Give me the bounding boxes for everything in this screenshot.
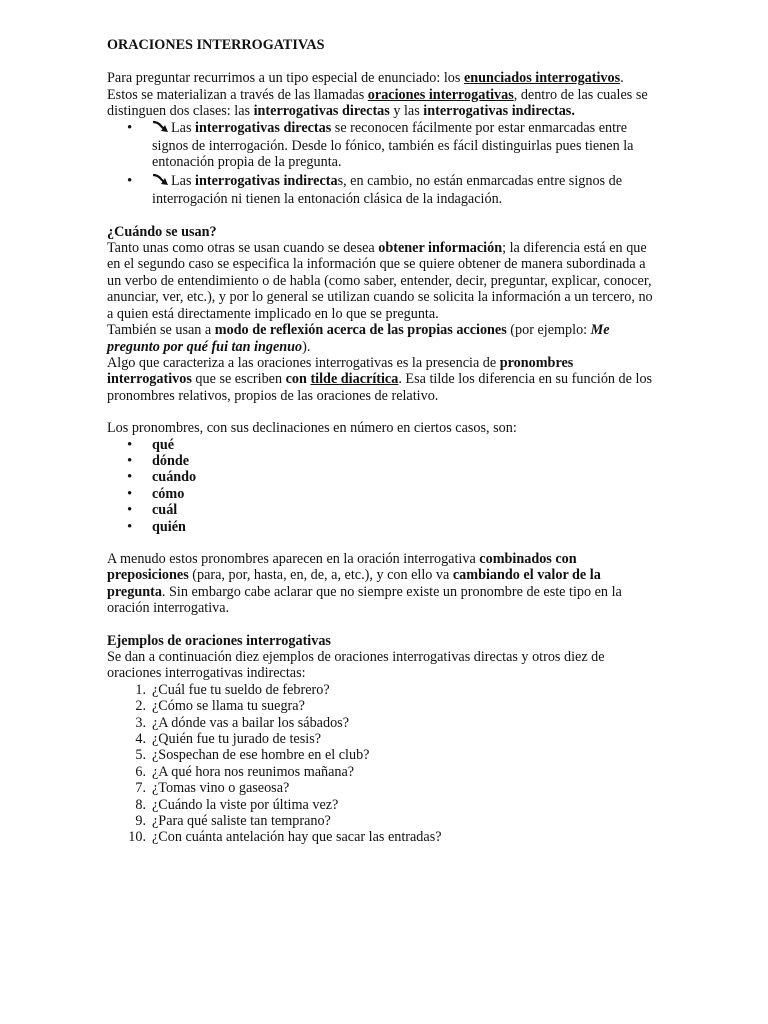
combined-paragraph bbox=[107, 551, 655, 617]
term-indirectas: interrogativas indirectas. bbox=[423, 103, 575, 120]
item-text: ¿A dónde vas a bailar los sábados? bbox=[152, 714, 349, 731]
type-term: interrogativas directas bbox=[195, 119, 332, 136]
item-text: ¿Cuándo la viste por última vez? bbox=[152, 796, 339, 813]
examples-list bbox=[107, 682, 655, 846]
item-number: 9. bbox=[135, 813, 146, 830]
usage-paragraph-2 bbox=[107, 322, 655, 355]
item-number: 8. bbox=[135, 796, 146, 813]
list-item bbox=[135, 731, 655, 748]
type-text: se reconocen fácilmente por estar enmarcadas entre signos de interrogación. Desde lo fónico, también es fácil distinguirlas pues tienen la entonación propia de la pregunta. bbox=[152, 119, 634, 171]
document-body bbox=[107, 37, 655, 846]
pronoun: quién bbox=[152, 518, 186, 535]
usage-term: obtener información bbox=[378, 240, 503, 257]
combined-text: A menudo estos pronombres aparecen en la oración interrogativa bbox=[107, 550, 480, 567]
usage-example: Me pregunto por qué fui tan ingenuo bbox=[107, 322, 610, 355]
list-item bbox=[152, 519, 655, 535]
item-text: ¿Cuál fue tu sueldo de febrero? bbox=[152, 681, 330, 698]
pronoun: cuándo bbox=[152, 469, 197, 486]
item-text: ¿Cómo se llama tu suegra? bbox=[152, 698, 305, 715]
usage-text: ; la diferencia está en que en el segundo caso se especifica la información que se quiere obtener de manera subordinada a un verbo de entendimiento o de habla (como saber, entender, decir, preguntar, explicar, conocer, anunciar, ver, etc.), y por lo general se utilizan cuando se solicita la información a un tercero, no a quien está directamente implicado en lo que se pregunta. bbox=[107, 240, 653, 322]
item-number: 4. bbox=[135, 731, 146, 748]
list-item bbox=[152, 502, 655, 518]
list-item bbox=[135, 681, 655, 698]
item-number: 2. bbox=[135, 698, 146, 715]
list-item bbox=[152, 469, 655, 485]
list-item bbox=[135, 813, 655, 830]
usage-term: con bbox=[285, 371, 311, 388]
usage-term-underlined: tilde diacrítica bbox=[310, 371, 399, 388]
combined-text: (para, por, hasta, en, de, a, etc.), y con ello va bbox=[188, 567, 453, 584]
item-number: 1. bbox=[135, 681, 146, 698]
examples-heading bbox=[107, 633, 655, 649]
list-item bbox=[135, 763, 655, 780]
item-text: ¿Sospechan de ese hombre en el club? bbox=[152, 747, 370, 764]
section-heading: ¿Cuándo se usan? bbox=[107, 223, 217, 240]
item-number: 5. bbox=[135, 747, 146, 764]
list-item bbox=[152, 486, 655, 502]
usage-paragraph-1 bbox=[107, 240, 655, 322]
intro-paragraph bbox=[107, 70, 655, 119]
pronouns-intro: Los pronombres, con sus declinaciones en número en ciertos casos, son: bbox=[107, 420, 517, 437]
term-directas: interrogativas directas bbox=[253, 103, 390, 120]
list-item bbox=[135, 747, 655, 764]
page-title: ORACIONES INTERROGATIVAS bbox=[107, 37, 325, 53]
type-text: s, en cambio, no están enmarcadas entre signos de interrogación ni tienen la entonación clásica de la indagación. bbox=[152, 172, 623, 208]
pronoun: dónde bbox=[152, 452, 190, 469]
item-text: ¿Para qué saliste tan temprano? bbox=[152, 813, 331, 830]
spacer bbox=[107, 617, 655, 633]
item-text: ¿A qué hora nos reunimos mañana? bbox=[152, 763, 355, 780]
pronoun: qué bbox=[152, 436, 175, 453]
usage-paragraph-3 bbox=[107, 355, 655, 404]
curved-arrow-icon bbox=[152, 120, 170, 138]
term-enunciados: enunciados interrogativos bbox=[463, 70, 621, 87]
list-item bbox=[128, 829, 655, 846]
spacer bbox=[107, 208, 655, 224]
intro-text: Para preguntar recurrimos a un tipo especial de enunciado: los bbox=[107, 70, 464, 87]
examples-intro: Se dan a continuación diez ejemplos de oraciones interrogativas directas y otros diez de oraciones interrogativas indirectas: bbox=[107, 649, 605, 682]
curved-arrow-icon bbox=[152, 173, 170, 191]
combined-term: combinados con preposiciones bbox=[107, 550, 577, 584]
section-heading: Ejemplos de oraciones interrogativas bbox=[107, 632, 331, 649]
item-text: ¿Con cuánta antelación hay que sacar las entradas? bbox=[152, 829, 442, 846]
list-item bbox=[135, 796, 655, 813]
type-text: Las bbox=[171, 172, 196, 189]
intro-text: . Estos se materializan a través de las llamadas bbox=[107, 70, 624, 103]
usage-text: También se usan a bbox=[107, 322, 215, 339]
usage-term: pronombres interrogativos bbox=[107, 354, 574, 388]
list-item bbox=[152, 453, 655, 469]
usage-text: Tanto unas como otras se usan cuando se desea bbox=[107, 240, 379, 257]
item-number: 7. bbox=[135, 780, 146, 797]
usage-text: que se escriben bbox=[191, 371, 286, 388]
spacer bbox=[107, 404, 655, 420]
type-text: Las bbox=[171, 119, 196, 136]
combined-text: . Sin embargo cabe aclarar que no siempre existe un pronombre de este tipo en la oración interrogativa. bbox=[107, 583, 622, 617]
types-list bbox=[107, 120, 655, 208]
list-item bbox=[152, 120, 655, 171]
item-number: 10. bbox=[128, 829, 146, 846]
item-text: ¿Quién fue tu jurado de tesis? bbox=[152, 731, 322, 748]
term-oraciones: oraciones interrogativas bbox=[367, 86, 514, 103]
pronouns-list bbox=[107, 437, 655, 535]
usage-term: modo de reflexión acerca de las propias acciones bbox=[214, 322, 507, 339]
list-item bbox=[135, 780, 655, 797]
list-item bbox=[135, 698, 655, 715]
spacer bbox=[107, 535, 655, 551]
list-item bbox=[152, 173, 655, 208]
usage-text: Algo que caracteriza a las oraciones interrogativas es la presencia de bbox=[107, 354, 500, 371]
item-text: ¿Tomas vino o gaseosa? bbox=[152, 780, 290, 797]
intro-text: y las bbox=[389, 103, 424, 120]
item-number: 6. bbox=[135, 763, 146, 780]
combined-term: cambiando el valor de la pregunta bbox=[107, 567, 601, 600]
usage-text: (por ejemplo: bbox=[506, 322, 591, 339]
intro-text: , dentro de las cuales se distinguen dos clases: las bbox=[107, 86, 648, 120]
usage-heading bbox=[107, 224, 655, 240]
usage-text: . Esa tilde los diferencia en su función de los pronombres relativos, propios de las oraciones de relativo. bbox=[107, 371, 653, 404]
list-item bbox=[152, 437, 655, 453]
pronoun: cómo bbox=[152, 485, 185, 502]
item-number: 3. bbox=[135, 714, 146, 731]
pronoun: cuál bbox=[152, 502, 178, 519]
type-term: interrogativas indirecta bbox=[195, 172, 338, 189]
usage-text: ). bbox=[302, 338, 311, 355]
list-item bbox=[135, 714, 655, 731]
